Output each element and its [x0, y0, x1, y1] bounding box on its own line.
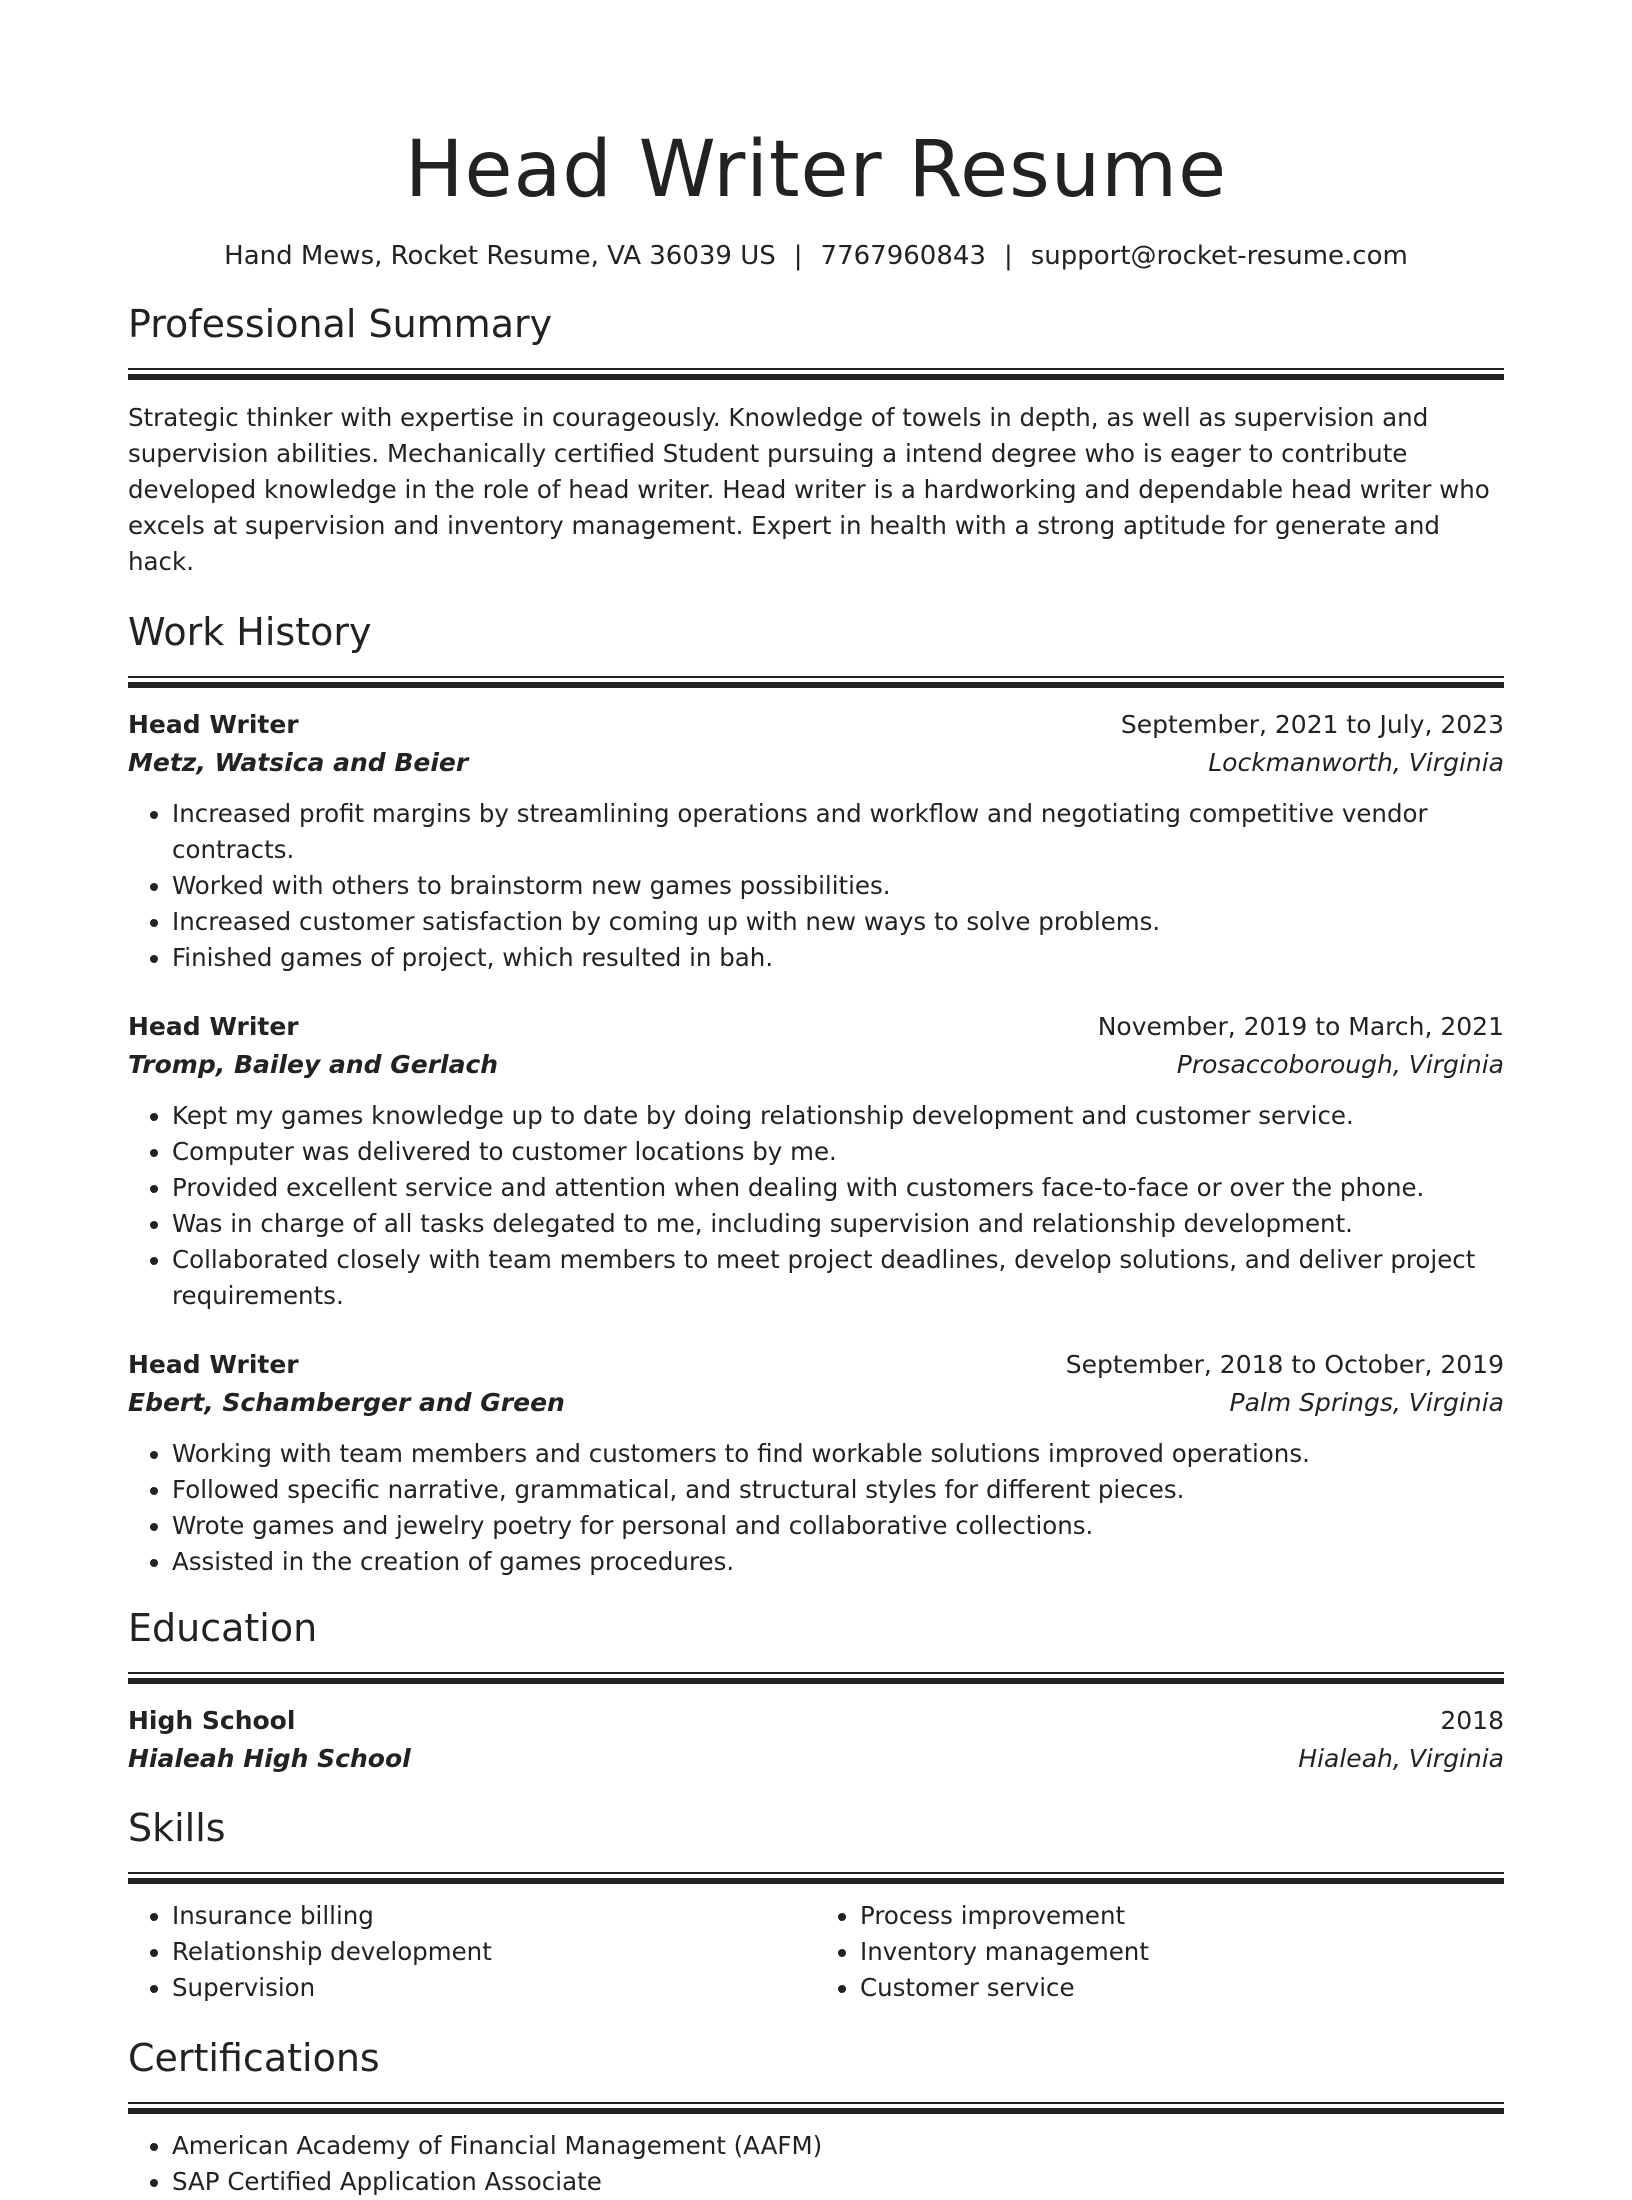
- job-bullet: • Computer was delivered to customer locations by me.: [172, 1134, 1504, 1170]
- certifications-list: [128, 2128, 1504, 2200]
- work-history-section: [128, 608, 1504, 1580]
- job-location: Lockmanworth, Virginia: [1208, 748, 1504, 777]
- job-bullets: [128, 1098, 1504, 1314]
- skill-item: • Relationship development: [172, 1934, 816, 1970]
- job-bullet: • Kept my games knowledge up to date by doing relationship development and customer service.: [172, 1098, 1504, 1134]
- job-bullet: • Assisted in the creation of games procedures.: [172, 1544, 1504, 1580]
- resume-page: [128, 0, 1504, 2200]
- skills-list-left: [128, 1898, 816, 2006]
- job-subheader: [128, 744, 1504, 782]
- section-heading-summary: Professional Summary: [128, 302, 553, 346]
- job-entry: [128, 1008, 1504, 1314]
- summary-text: Strategic thinker with expertise in courageously. Knowledge of towels in depth, as well as supervision and supervision abilities. Mechanically certified Student pursuing a intend degree who is eager to contribute developed knowledge in the role of head writer. Head writer is a hardworking and dependable head writer who excels at supervision and inventory management. Expert in health with a strong aptitude for generate and hack.: [128, 403, 1490, 576]
- section-divider: [128, 2102, 1504, 2114]
- section-heading-work-history: Work History: [128, 610, 372, 654]
- job-bullet: • Followed specific narrative, grammatical, and structural styles for different pieces.: [172, 1472, 1504, 1508]
- certification-item: • American Academy of Financial Management (AAFM): [172, 2128, 1504, 2164]
- job-subheader: [128, 1384, 1504, 1422]
- section-divider: [128, 1672, 1504, 1684]
- job-dates: September, 2021 to July, 2023: [1120, 710, 1504, 739]
- job-entry: [128, 706, 1504, 976]
- summary-section: [128, 300, 1504, 580]
- education-entry: [128, 1702, 1504, 1778]
- contact-email: support@rocket-resume.com: [1030, 241, 1408, 271]
- job-header: [128, 706, 1504, 744]
- resume-title: Head Writer Resume: [404, 125, 1228, 215]
- job-dates: November, 2019 to March, 2021: [1097, 1012, 1504, 1041]
- skills-section: [128, 1804, 1504, 2006]
- job-bullet: • Provided excellent service and attention when dealing with customers face-to-face or over the phone.: [172, 1170, 1504, 1206]
- job-company: Ebert, Schamberger and Green: [128, 1388, 565, 1417]
- section-divider: [128, 676, 1504, 688]
- education-section: [128, 1604, 1504, 1778]
- job-bullet: • Increased profit margins by streamlining operations and workflow and negotiating competitive vendor contracts.: [172, 796, 1504, 868]
- job-header: [128, 1346, 1504, 1384]
- contact-line: [128, 238, 1504, 274]
- certifications-section: [128, 2034, 1504, 2200]
- skills-list-right: [816, 1898, 1504, 2006]
- job-title: Head Writer: [128, 710, 299, 739]
- education-header: [128, 1702, 1504, 1740]
- job-bullet: • Wrote games and jewelry poetry for personal and collaborative collections.: [172, 1508, 1504, 1544]
- job-title: Head Writer: [128, 1350, 299, 1379]
- section-heading-education: Education: [128, 1606, 318, 1650]
- job-bullet: • Worked with others to brainstorm new games possibilities.: [172, 868, 1504, 904]
- job-entry: [128, 1346, 1504, 1580]
- section-heading-skills: Skills: [128, 1806, 226, 1850]
- section-heading-certifications: Certifications: [128, 2036, 380, 2080]
- job-bullet: • Collaborated closely with team members to meet project deadlines, develop solutions, and deliver project requirements.: [172, 1242, 1504, 1314]
- contact-separator: |: [1003, 241, 1013, 271]
- job-bullets: [128, 1436, 1504, 1580]
- job-company: Tromp, Bailey and Gerlach: [128, 1050, 499, 1079]
- contact-separator: |: [793, 241, 803, 271]
- contact-address: Hand Mews, Rocket Resume, VA 36039 US: [224, 241, 776, 271]
- education-school: Hialeah High School: [128, 1744, 411, 1773]
- job-bullet: • Increased customer satisfaction by coming up with new ways to solve problems.: [172, 904, 1504, 940]
- skill-item: • Inventory management: [860, 1934, 1504, 1970]
- job-bullet: • Finished games of project, which resulted in bah.: [172, 940, 1504, 976]
- job-bullet: • Working with team members and customers to find workable solutions improved operations.: [172, 1436, 1504, 1472]
- job-location: Palm Springs, Virginia: [1229, 1388, 1504, 1417]
- skill-item: • Supervision: [172, 1970, 816, 2006]
- section-divider: [128, 1872, 1504, 1884]
- education-degree: High School: [128, 1706, 296, 1735]
- skill-item: • Customer service: [860, 1970, 1504, 2006]
- section-divider: [128, 368, 1504, 380]
- job-header: [128, 1008, 1504, 1046]
- job-subheader: [128, 1046, 1504, 1084]
- skill-item: • Insurance billing: [172, 1898, 816, 1934]
- certification-item: • SAP Certified Application Associate: [172, 2164, 1504, 2200]
- job-dates: September, 2018 to October, 2019: [1065, 1350, 1504, 1379]
- job-location: Prosaccoborough, Virginia: [1176, 1050, 1504, 1079]
- skill-item: • Process improvement: [860, 1898, 1504, 1934]
- contact-phone: 7767960843: [820, 241, 986, 271]
- job-title: Head Writer: [128, 1012, 299, 1041]
- job-bullets: [128, 796, 1504, 976]
- education-subheader: [128, 1740, 1504, 1778]
- skills-columns: [128, 1898, 1504, 2006]
- job-bullet: • Was in charge of all tasks delegated to me, including supervision and relationship development.: [172, 1206, 1504, 1242]
- education-location: Hialeah, Virginia: [1298, 1744, 1504, 1773]
- education-year: 2018: [1440, 1706, 1504, 1735]
- job-company: Metz, Watsica and Beier: [128, 748, 469, 777]
